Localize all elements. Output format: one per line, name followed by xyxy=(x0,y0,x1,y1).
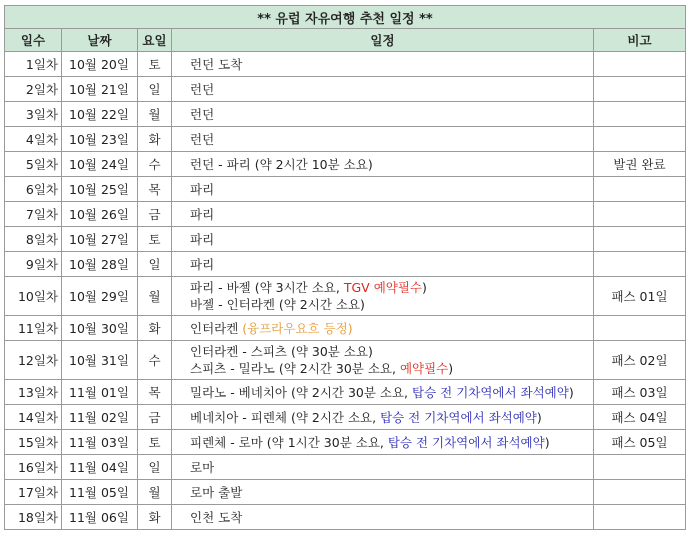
plan-cell xyxy=(172,380,594,405)
plan-line xyxy=(190,360,593,377)
plan-text: 스피츠 - 밀라노 (약 2시간 30분 소요, xyxy=(190,361,400,376)
note-cell: 패스 01일 xyxy=(594,277,686,316)
date-cell: 10월 22일 xyxy=(62,102,138,127)
note-cell xyxy=(594,505,686,530)
plan-line xyxy=(190,181,593,198)
weekday-cell: 화 xyxy=(138,127,172,152)
plan-line xyxy=(190,409,593,426)
weekday-cell: 목 xyxy=(138,380,172,405)
weekday-cell: 수 xyxy=(138,341,172,380)
plan-line xyxy=(190,81,593,98)
plan-text: 런던 도착 xyxy=(190,56,243,72)
day-cell: 14일차 xyxy=(5,405,62,430)
itinerary-table xyxy=(4,5,686,530)
plan-text: 런던 - 파리 (약 2시간 10분 소요) xyxy=(190,156,373,172)
table-row xyxy=(5,152,686,177)
plan-text: ) xyxy=(422,280,427,295)
note-cell xyxy=(594,127,686,152)
table-row xyxy=(5,52,686,77)
plan-cell xyxy=(172,102,594,127)
plan-text: 밀라노 - 베네치아 (약 2시간 30분 소요, xyxy=(190,384,413,400)
date-cell: 10월 25일 xyxy=(62,177,138,202)
header-plan: 일정 xyxy=(172,29,594,52)
plan-line xyxy=(190,343,593,360)
plan-cell xyxy=(172,480,594,505)
day-cell: 6일차 xyxy=(5,177,62,202)
day-cell: 12일차 xyxy=(5,341,62,380)
date-cell: 10월 23일 xyxy=(62,127,138,152)
plan-text: 파리 xyxy=(190,231,215,247)
table-row xyxy=(5,127,686,152)
plan-cell xyxy=(172,405,594,430)
plan-line xyxy=(190,459,593,476)
weekday-cell: 금 xyxy=(138,405,172,430)
weekday-cell: 수 xyxy=(138,152,172,177)
plan-cell xyxy=(172,52,594,77)
weekday-cell: 일 xyxy=(138,77,172,102)
plan-cell xyxy=(172,277,594,316)
note-cell xyxy=(594,102,686,127)
date-cell: 11월 04일 xyxy=(62,455,138,480)
weekday-cell: 토 xyxy=(138,430,172,455)
table-row xyxy=(5,202,686,227)
weekday-cell: 월 xyxy=(138,102,172,127)
weekday-cell: 토 xyxy=(138,227,172,252)
plan-cell xyxy=(172,127,594,152)
weekday-cell: 일 xyxy=(138,252,172,277)
plan-text: 런던 xyxy=(190,106,215,122)
date-cell: 10월 29일 xyxy=(62,277,138,316)
day-cell: 2일차 xyxy=(5,77,62,102)
plan-text: 바젤 - 인터라켄 (약 2시간 소요) xyxy=(190,297,365,312)
day-cell: 16일차 xyxy=(5,455,62,480)
weekday-cell: 토 xyxy=(138,52,172,77)
day-cell: 1일차 xyxy=(5,52,62,77)
plan-text: 예약필수 xyxy=(399,361,449,376)
plan-cell xyxy=(172,252,594,277)
note-cell: 패스 03일 xyxy=(594,380,686,405)
plan-line xyxy=(190,320,593,337)
plan-cell xyxy=(172,430,594,455)
table-row xyxy=(5,77,686,102)
plan-cell xyxy=(172,77,594,102)
date-cell: 11월 01일 xyxy=(62,380,138,405)
plan-text: 파리 - 바젤 (약 3시간 소요, xyxy=(190,280,344,295)
table-row xyxy=(5,341,686,380)
table-row xyxy=(5,227,686,252)
plan-text: 인터라켄 xyxy=(190,320,243,336)
date-cell: 10월 21일 xyxy=(62,77,138,102)
plan-text: ) xyxy=(568,384,574,400)
plan-text: TGV 예약필수 xyxy=(343,280,422,295)
day-cell: 11일차 xyxy=(5,316,62,341)
table-row xyxy=(5,455,686,480)
plan-text: 피렌체 - 로마 (약 1시간 30분 소요, xyxy=(190,434,388,450)
note-cell: 패스 02일 xyxy=(594,341,686,380)
date-cell: 11월 06일 xyxy=(62,505,138,530)
plan-line xyxy=(190,256,593,273)
table-row xyxy=(5,430,686,455)
plan-text: 인터라켄 - 스피츠 (약 30분 소요) xyxy=(190,344,373,359)
title-row xyxy=(5,6,686,29)
plan-text: 런던 xyxy=(190,131,215,147)
plan-cell xyxy=(172,202,594,227)
note-cell: 패스 04일 xyxy=(594,405,686,430)
plan-cell xyxy=(172,316,594,341)
plan-text: 탑승 전 기차역에서 좌석예약 xyxy=(387,434,545,450)
weekday-cell: 월 xyxy=(138,480,172,505)
plan-line xyxy=(190,56,593,73)
plan-line xyxy=(190,509,593,526)
header-note: 비고 xyxy=(594,29,686,52)
plan-line xyxy=(190,156,593,173)
table-title: ** 유럽 자유여행 추천 일정 ** xyxy=(5,6,686,29)
note-cell: 발권 완료 xyxy=(594,152,686,177)
header-date: 날짜 xyxy=(62,29,138,52)
note-cell xyxy=(594,202,686,227)
plan-text: 인천 도착 xyxy=(190,509,243,525)
day-cell: 13일차 xyxy=(5,380,62,405)
plan-cell xyxy=(172,177,594,202)
plan-text: ) xyxy=(536,409,542,425)
weekday-cell: 일 xyxy=(138,455,172,480)
plan-text: 파리 xyxy=(190,256,215,272)
weekday-cell: 화 xyxy=(138,316,172,341)
plan-line xyxy=(190,434,593,451)
header-weekday: 요일 xyxy=(138,29,172,52)
table-row xyxy=(5,277,686,316)
header-row xyxy=(5,29,686,52)
day-cell: 8일차 xyxy=(5,227,62,252)
table-body xyxy=(5,52,686,530)
day-cell: 9일차 xyxy=(5,252,62,277)
note-cell xyxy=(594,455,686,480)
note-cell xyxy=(594,316,686,341)
date-cell: 11월 02일 xyxy=(62,405,138,430)
day-cell: 3일차 xyxy=(5,102,62,127)
day-cell: 15일차 xyxy=(5,430,62,455)
plan-text: 로마 xyxy=(190,459,215,475)
table-row xyxy=(5,405,686,430)
day-cell: 5일차 xyxy=(5,152,62,177)
plan-line xyxy=(190,296,593,313)
header-day: 일수 xyxy=(5,29,62,52)
plan-line xyxy=(190,231,593,248)
date-cell: 11월 03일 xyxy=(62,430,138,455)
note-cell xyxy=(594,52,686,77)
day-cell: 4일차 xyxy=(5,127,62,152)
plan-text: 탑승 전 기차역에서 좌석예약 xyxy=(412,384,569,400)
plan-cell xyxy=(172,227,594,252)
plan-text: 파리 xyxy=(190,181,215,197)
table-row xyxy=(5,380,686,405)
weekday-cell: 금 xyxy=(138,202,172,227)
weekday-cell: 월 xyxy=(138,277,172,316)
plan-cell xyxy=(172,505,594,530)
plan-text: 베네치아 - 피렌체 (약 2시간 소요, xyxy=(190,409,381,425)
plan-line xyxy=(190,206,593,223)
day-cell: 7일차 xyxy=(5,202,62,227)
table-row xyxy=(5,316,686,341)
plan-text: (융프라우요흐 등정) xyxy=(242,320,353,336)
plan-text: ) xyxy=(544,434,550,450)
plan-line xyxy=(190,384,593,401)
plan-text: 로마 출발 xyxy=(190,484,243,500)
note-cell xyxy=(594,227,686,252)
weekday-cell: 목 xyxy=(138,177,172,202)
table-row xyxy=(5,177,686,202)
plan-text: 런던 xyxy=(190,81,215,97)
table-row xyxy=(5,252,686,277)
weekday-cell: 화 xyxy=(138,505,172,530)
note-cell xyxy=(594,77,686,102)
day-cell: 10일차 xyxy=(5,277,62,316)
note-cell xyxy=(594,480,686,505)
plan-cell xyxy=(172,455,594,480)
plan-text: ) xyxy=(448,361,454,376)
day-cell: 18일차 xyxy=(5,505,62,530)
note-cell xyxy=(594,252,686,277)
note-cell: 패스 05일 xyxy=(594,430,686,455)
date-cell: 10월 20일 xyxy=(62,52,138,77)
date-cell: 10월 31일 xyxy=(62,341,138,380)
date-cell: 10월 26일 xyxy=(62,202,138,227)
plan-text: 파리 xyxy=(190,206,215,222)
date-cell: 10월 24일 xyxy=(62,152,138,177)
plan-line xyxy=(190,131,593,148)
table-row xyxy=(5,505,686,530)
plan-text: 탑승 전 기차역에서 좌석예약 xyxy=(380,409,537,425)
plan-cell xyxy=(172,341,594,380)
plan-line xyxy=(190,484,593,501)
table-row xyxy=(5,102,686,127)
day-cell: 17일차 xyxy=(5,480,62,505)
date-cell: 11월 05일 xyxy=(62,480,138,505)
table-row xyxy=(5,480,686,505)
plan-cell xyxy=(172,152,594,177)
date-cell: 10월 27일 xyxy=(62,227,138,252)
date-cell: 10월 30일 xyxy=(62,316,138,341)
plan-line xyxy=(190,279,593,296)
note-cell xyxy=(594,177,686,202)
plan-line xyxy=(190,106,593,123)
date-cell: 10월 28일 xyxy=(62,252,138,277)
